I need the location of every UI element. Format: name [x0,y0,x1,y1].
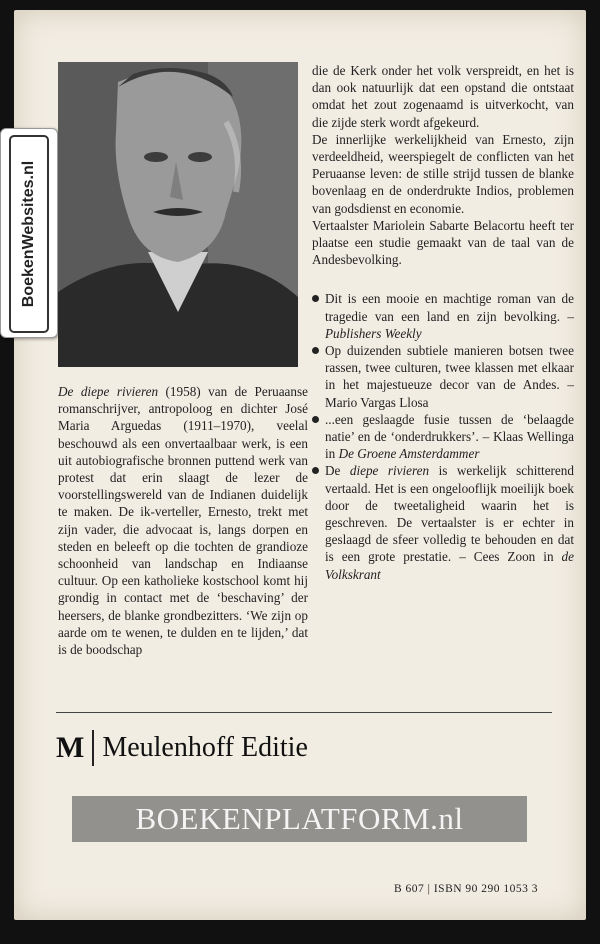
paragraph: De innerlijke werkelijkheid van Ernesto, zijn verdeeldheid, weerspiegelt de conflicten van het Peruaanse leven: de stille strijd tussen de blanke bovenlaag en de onderdrukte Indios, problemen van godsdienst en economie. [312,131,574,216]
quote-text: Op duizenden subtiele manieren botsen twee rassen, twee culturen, twee klassen met elkaar in het majestueuze decor van de Andes. – Mario Vargas Llosa [325,343,574,410]
quote-text-tail: is werkelijk schitterend vertaald. Het is een ongelooflijk moeilijk boek door de tweetaligheid waarin het is geschreven. De vertaalster is er echter in geslaagd de sfeer volledig te behouden en dat is een grote prestatie. – Cees Zoon in [325,463,574,565]
publisher-mark: M [56,731,85,764]
bullet-icon [312,467,319,474]
quote-text: ...een geslaagde fusie tussen de ‘belaagde natie’ en de ‘onderdrukkers’. – Klaas Wellinga in [325,411,574,462]
bookmark-tab-label: BoekenWebsites.nl [20,160,37,308]
review-quote [312,462,574,582]
bookmark-tab-frame [9,135,49,333]
publisher-logo [56,728,308,768]
quote-title: diepe rivieren [349,463,430,479]
bullet-icon [312,416,319,423]
review-quotes [312,290,574,582]
quote-text: Dit is een mooie en machtige roman van de tragedie van een land en zijn bevolking. – [325,291,574,324]
review-quote [312,342,574,411]
author-portrait-photo [58,62,298,367]
watermark-banner [72,796,527,842]
quote-source: De Groene Amsterdammer [338,446,480,462]
publisher-name: Meulenhoff Editie [102,732,308,763]
bookmark-tab[interactable] [0,128,58,338]
bullet-icon [312,295,319,302]
paragraph: Vertaalster Mariolein Sabarte Belacortu heeft ter plaatse een studie gemaakt van de taal van de Andesbevolking. [312,217,574,268]
quote-text: De [325,463,350,479]
review-quote [312,290,574,342]
portrait-image [58,62,298,367]
book-title: De diepe rivieren [58,384,159,399]
paragraph: die de Kerk onder het volk verspreidt, en het is dan ook natuurlijk dat een opstand die ontstaat omdat het zout zogenaamd is uitverkocht, van die zijde sterk wordt afgekeurd. [312,63,574,130]
isbn-label: B 607 | ISBN 90 290 1053 3 [394,883,539,895]
bullet-icon [312,347,319,354]
left-text-column [58,383,308,658]
review-quote [312,411,574,463]
divider-line [56,712,552,713]
watermark-text: BOEKENPLATFORM.nl [135,801,464,836]
synopsis-body: (1958) van de Peruaanse romanschrijver, antropoloog en dichter José Maria Arguedas (1911–1970), veelal beschouwd als een onvertaalbaar werk, is een uit autobiografische bronnen puttend werk van protest dat erin slaagt de lezer de voorstellingswereld van de Indianen duidelijk te maken. De ik-verteller, Ernesto, trekt met zijn vader, die advocaat is, langs dorpen en steden en beleeft op die tochten de grandioze schoonheid van landschap en Indiaanse cultuur. Op een katholieke kostschool komt hij grondig in contact met de ‘beschaving’ der heersers, de blanke grondbezitters. ‘We zijn op aarde om te wenen, te dulden en te lijden,’ dat is de boodschap [58,384,308,658]
quote-source: Publishers Weekly [325,325,422,341]
publisher-separator [92,730,94,766]
synopsis [58,383,308,658]
quote-source: de Volkskrant [325,549,574,582]
right-text-column [312,62,574,583]
